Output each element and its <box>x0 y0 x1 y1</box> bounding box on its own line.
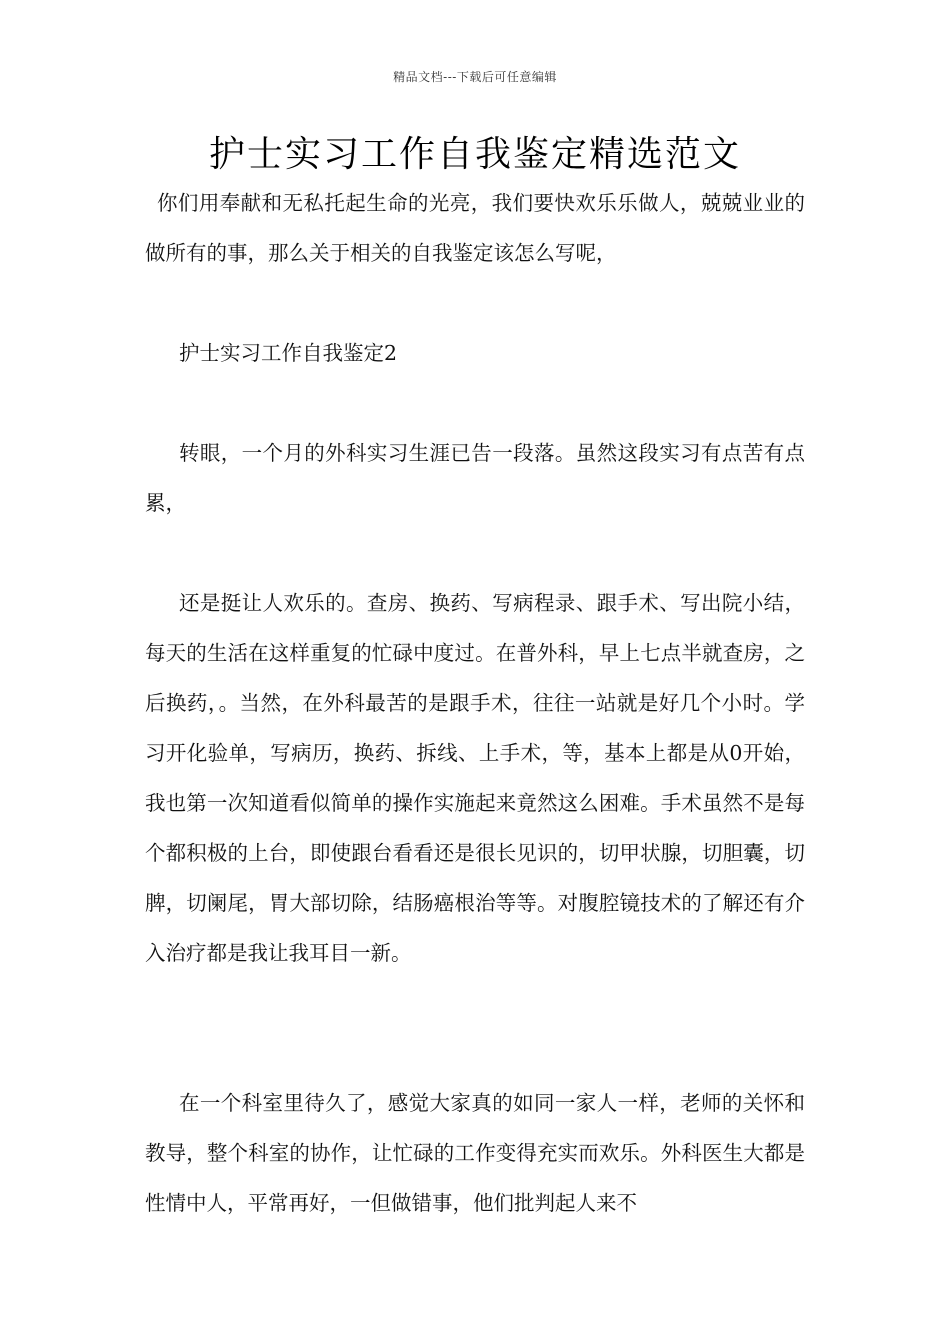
body-paragraph: 在一个科室里待久了，感觉大家真的如同一家人一样，老师的关怀和教导，整个科室的协作，让忙碌的工作变得充实而欢乐。外科医生大都是性情中人，平常再好，一但做错事，他们批判起人来不 <box>145 1091 805 1215</box>
body-paragraph: 转眼，一个月的外科实习生涯已告一段落。虽然这段实习有点苦有点累， <box>145 441 805 515</box>
document-title: 护士实习工作自我鉴定精选范文 <box>208 134 741 175</box>
header-note: 精品文档---下载后可任意编辑 <box>393 70 557 84</box>
intro-paragraph: 你们用奉献和无私托起生命的光亮，我们要快欢乐乐做人，兢兢业业的做所有的事，那么关于相关的自我鉴定该怎么写呢， <box>145 191 805 265</box>
section-subheading: 护士实习工作自我鉴定2 <box>179 341 398 365</box>
body-paragraph: 还是挺让人欢乐的。查房、换药、写病程录、跟手术、写出院小结，每天的生活在这样重复的忙碌中度过。在普外科，早上七点半就查房，之后换药，。当然，在外科最苦的是跟手术，往往一站就是好几个小时。学习开化验单，写病历，换药、拆线、上手术，等，基本上都是从0开始，我也第一次知道看似简单的操作实施起来竟然这么困难。手术虽然不是每个都积极的上台，即使跟台看看还是很长见识的，切甲状腺，切胆囊，切脾，切阑尾，胃大部切除，结肠癌根治等等。对腹腔镜技术的了解还有介入治疗都是我让我耳目一新。 <box>145 591 805 965</box>
